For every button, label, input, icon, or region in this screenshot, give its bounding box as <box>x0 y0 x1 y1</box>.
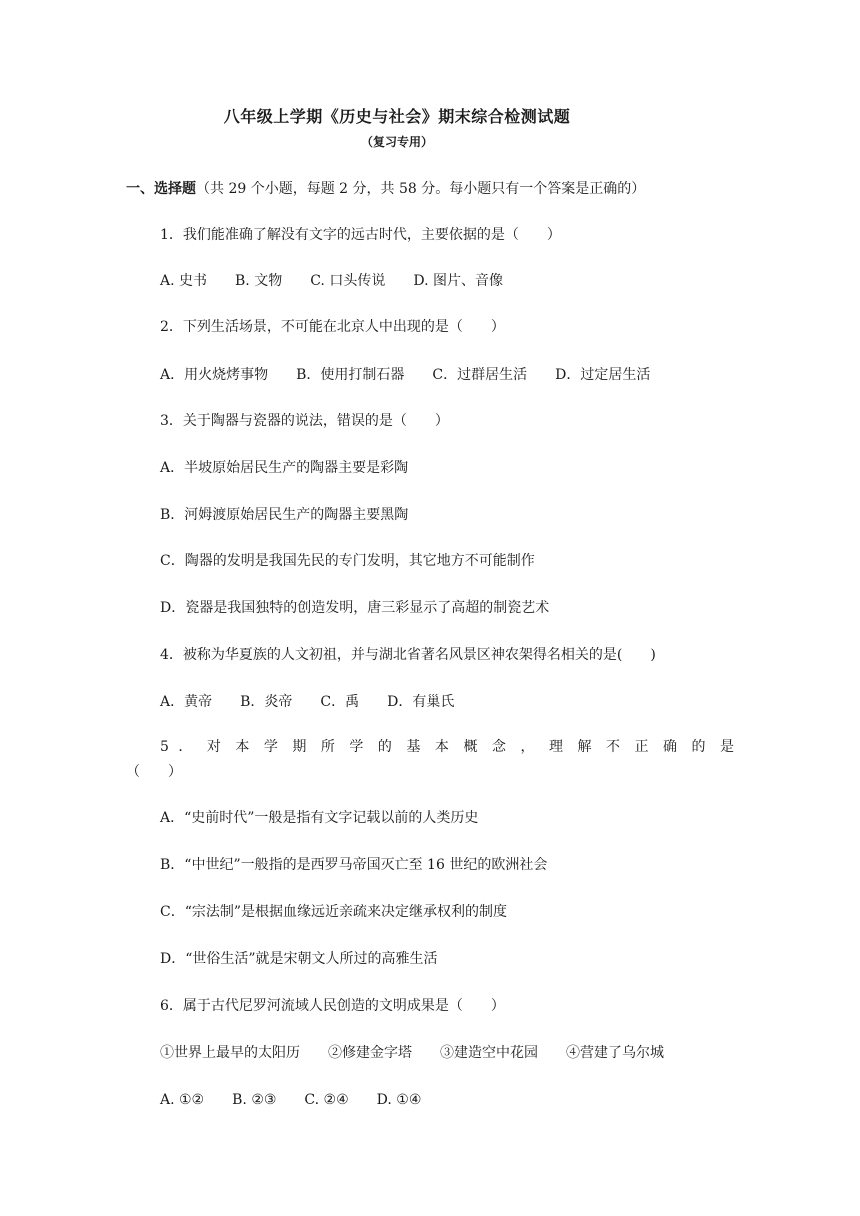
option-c: C．过群居生活 <box>432 367 528 383</box>
page-title: 八年级上学期《历史与社会》期末综合检测试题 <box>223 107 571 126</box>
question-3-option-b: B．河姆渡原始居民生产的陶器主要黑陶 <box>160 507 409 523</box>
question-5-stem-line1: 5 ． 对 本 学 期 所 学 的 基 本 概 念 ， 理 解 不 正 确 的 是 <box>160 739 734 755</box>
option-d: D. 图片、音像 <box>413 273 503 289</box>
page-subtitle: （复习专用） <box>360 135 433 149</box>
question-5-option-d: D．“世俗生活”就是宋朝文人所过的高雅生活 <box>160 951 438 967</box>
option-c: C. ②④ <box>304 1092 349 1108</box>
question-5-option-c: C．“宗法制”是根据血缘远近亲疏来决定继承权利的制度 <box>160 904 508 920</box>
question-3-option-a: A．半坡原始居民生产的陶器主要是彩陶 <box>160 460 409 476</box>
question-5-option-a: A．“史前时代”一般是指有文字记载以前的人类历史 <box>160 810 479 826</box>
question-1-options <box>160 272 503 290</box>
option-c: C. 口头传说 <box>310 273 386 289</box>
question-2-options <box>160 366 650 384</box>
section-note: （共 29 个小题，每题 2 分，共 58 分。每小题只有一个答案是正确的） <box>196 181 646 197</box>
item-2: ②修建金字塔 <box>328 1045 412 1061</box>
option-a: A. ①② <box>160 1092 205 1108</box>
question-6-options <box>160 1091 421 1109</box>
option-c: C．禹 <box>320 694 360 710</box>
section-heading: 一、选择题 <box>126 181 196 197</box>
question-3-option-c: C．陶器的发明是我国先民的专门发明，其它地方不可能制作 <box>160 553 535 569</box>
question-4-options <box>160 693 454 711</box>
option-a: A. 史书 <box>160 273 208 289</box>
section-header <box>126 178 645 198</box>
option-b: B. 文物 <box>235 273 283 289</box>
option-d: D．过定居生活 <box>555 367 651 383</box>
question-5-stem-line2: （ ） <box>126 764 182 780</box>
option-d: D. ①④ <box>376 1092 422 1108</box>
item-1: ①世界上最早的太阳历 <box>160 1045 300 1061</box>
option-b: B. ②③ <box>232 1092 277 1108</box>
question-3-stem: 3．关于陶器与瓷器的说法，错误的是（ ） <box>160 413 449 429</box>
option-d: D．有巢氏 <box>387 694 455 710</box>
option-a: A．黄帝 <box>160 694 213 710</box>
question-5-option-b: B．“中世纪”一般指的是西罗马帝国灭亡至 16 世纪的欧洲社会 <box>160 857 548 873</box>
item-3: ③建造空中花园 <box>440 1045 538 1061</box>
question-4-stem: 4．被称为华夏族的人文初祖，并与湖北省著名风景区神农架得名相关的是( ) <box>160 647 656 663</box>
question-2-stem: 2．下列生活场景，不可能在北京人中出现的是（ ） <box>160 319 505 335</box>
question-3-option-d: D．瓷器是我国独特的创造发明，唐三彩显示了高超的制瓷艺术 <box>160 600 550 616</box>
question-6-stem: 6．属于古代尼罗河流域人民创造的文明成果是（ ） <box>160 998 505 1014</box>
option-b: B．炎帝 <box>240 694 293 710</box>
question-6-items <box>160 1044 664 1062</box>
option-a: A．用火烧烤事物 <box>160 367 269 383</box>
option-b: B．使用打制石器 <box>296 367 405 383</box>
item-4: ④营建了乌尔城 <box>566 1045 664 1061</box>
question-1-stem: 1．我们能准确了解没有文字的远古时代，主要依据的是（ ） <box>160 227 561 243</box>
